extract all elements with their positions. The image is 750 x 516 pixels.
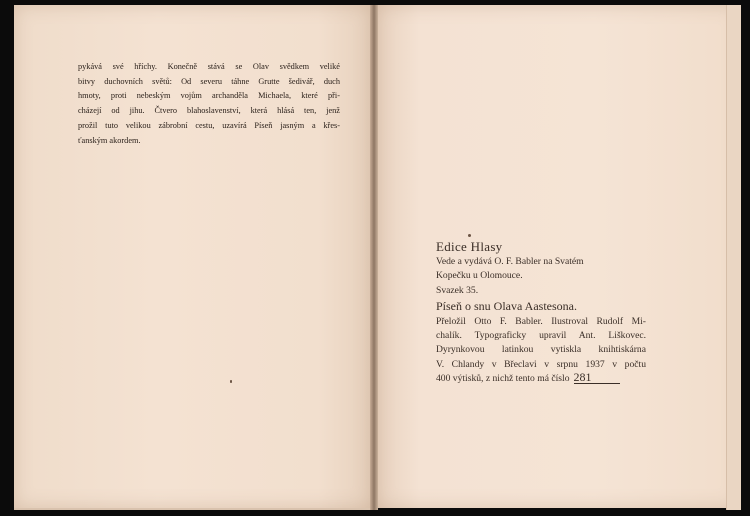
colophon-line: chalík. Typograficky upravil Ant. Liškovec.	[436, 330, 646, 342]
publisher-line: Vede a vydává O. F. Babler na Svatém	[436, 256, 584, 267]
book-title: Píseň o snu Olava Aastesona.	[436, 298, 577, 313]
paragraph-line: pykává své hříchy. Konečně stává se Olav svědkem veliké	[78, 62, 340, 71]
volume-number: Svazek 35.	[436, 284, 479, 296]
paragraph-line: prožil tuto velikou zábrobní cestu, uzavírá Píseň jasným a křes-	[78, 120, 340, 130]
publisher-info	[436, 255, 646, 298]
paper-speck	[468, 234, 471, 237]
book-gutter	[370, 5, 378, 510]
left-page-paragraph	[78, 60, 340, 148]
colophon-line: Přeložil Otto F. Babler. Ilustroval Rudolf Mi-	[436, 315, 646, 327]
colophon-line: V. Chlandy v Břeclavi v srpnu 1937 v počtu	[436, 358, 646, 370]
paper-speck	[230, 380, 232, 383]
colophon-line: Dyrynkovou latinkou vytiskla knihtiskárna	[436, 344, 646, 356]
page-edge	[726, 5, 741, 510]
copy-number: 281	[574, 372, 620, 384]
paragraph-line: ťanským akordem.	[78, 135, 141, 145]
colophon-last-line	[436, 372, 646, 386]
colophon-block	[436, 238, 646, 386]
paragraph-line: cházejí od jihu. Čtvero blahoslavenství, která hlásá ten, jenž	[78, 106, 340, 116]
publisher-line: Kopečku u Olomouce.	[436, 270, 523, 282]
paragraph-line: bitvy duchovních světů: Od severu táhne Grutte šedivář, duch	[78, 76, 340, 86]
print-run-text: 400 výtisků, z nichž tento má číslo	[436, 373, 570, 385]
paragraph-line: hmoty, proti nebeským vojům archanděla Michaela, které při-	[78, 91, 340, 101]
colophon-text	[436, 315, 646, 386]
edition-name: Edice Hlasy	[436, 239, 503, 254]
